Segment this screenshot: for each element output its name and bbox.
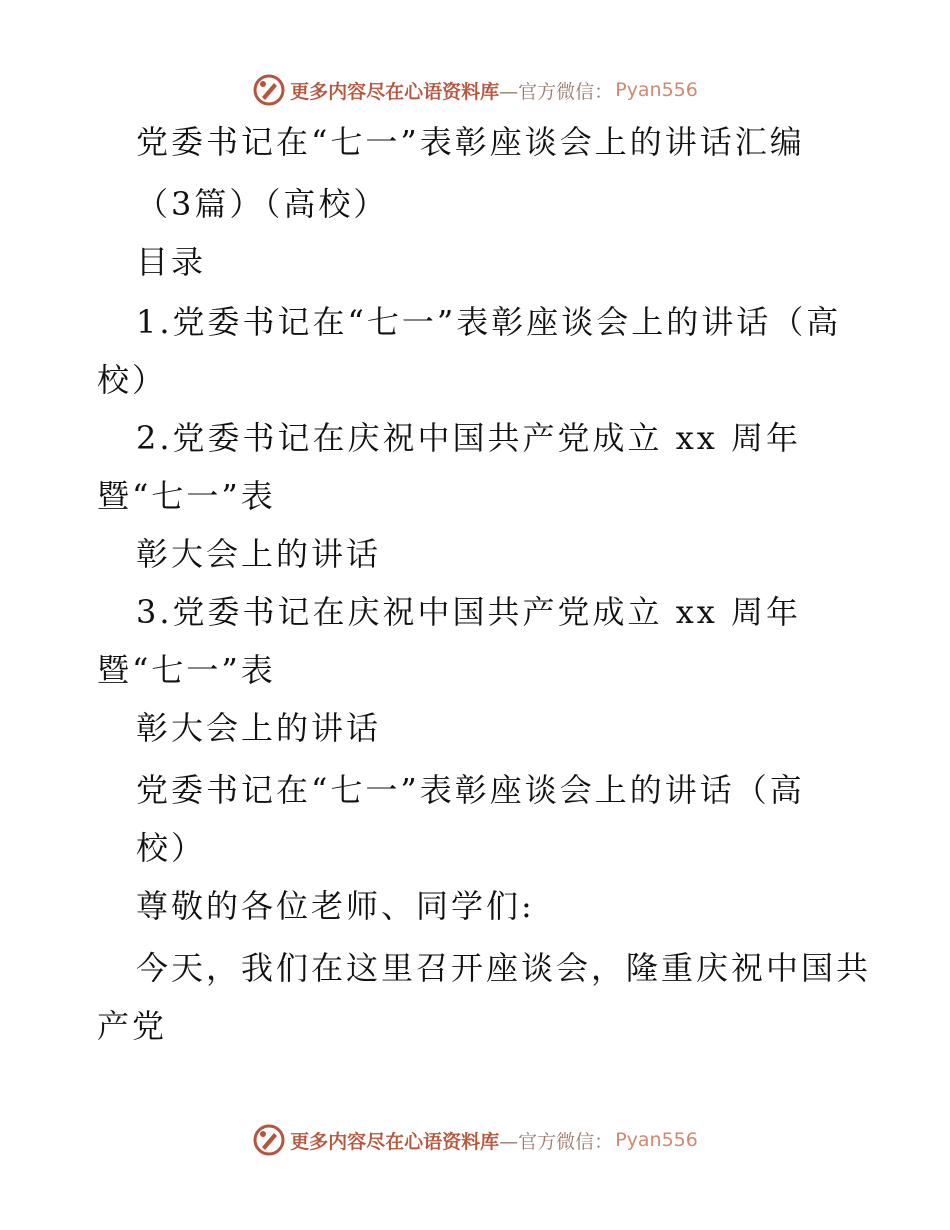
toc-item-2-cont: 暨“七一”表: [97, 477, 276, 515]
toc-item-1: 1.党委书记在“七一”表彰座谈会上的讲话（高: [136, 303, 842, 341]
pen-seal-logo-icon: [252, 73, 286, 107]
toc-item-2-cont-2: 彰大会上的讲话: [136, 535, 382, 573]
footer-banner: [0, 1120, 950, 1160]
banner-text: 更多内容尽在心语资料库: [290, 1130, 500, 1153]
doc-title-line-2: （3篇）（高校）: [136, 185, 389, 223]
section-title-cont: 校）: [136, 829, 207, 867]
banner-wechat-id: Pyan556: [615, 1129, 698, 1151]
toc-item-3: 3.党委书记在庆祝中国共产党成立 xx 周年: [136, 593, 801, 631]
toc-item-1-cont: 校）: [97, 361, 168, 399]
banner-wechat-label: —官方微信：: [499, 80, 614, 103]
doc-title-line-1: 党委书记在“七一”表彰座谈会上的讲话汇编: [136, 123, 805, 161]
section-title: 党委书记在“七一”表彰座谈会上的讲话（高: [136, 771, 805, 809]
header-banner: [0, 70, 950, 110]
body-paragraph-cont: 产党: [97, 1007, 168, 1045]
toc-item-2: 2.党委书记在庆祝中国共产党成立 xx 周年: [136, 419, 801, 457]
banner-text: 更多内容尽在心语资料库: [290, 80, 500, 103]
toc-item-3-cont-2: 彰大会上的讲话: [136, 709, 382, 747]
banner-wechat-label: —官方微信：: [499, 1130, 614, 1153]
salutation: 尊敬的各位老师、同学们:: [136, 887, 535, 925]
toc-item-3-cont: 暨“七一”表: [97, 651, 276, 689]
body-paragraph: 今天，我们在这里召开座谈会，隆重庆祝中国共: [136, 949, 872, 987]
banner-wechat-id: Pyan556: [615, 79, 698, 101]
toc-heading: 目录: [136, 243, 207, 281]
pen-seal-logo-icon: [252, 1123, 286, 1157]
